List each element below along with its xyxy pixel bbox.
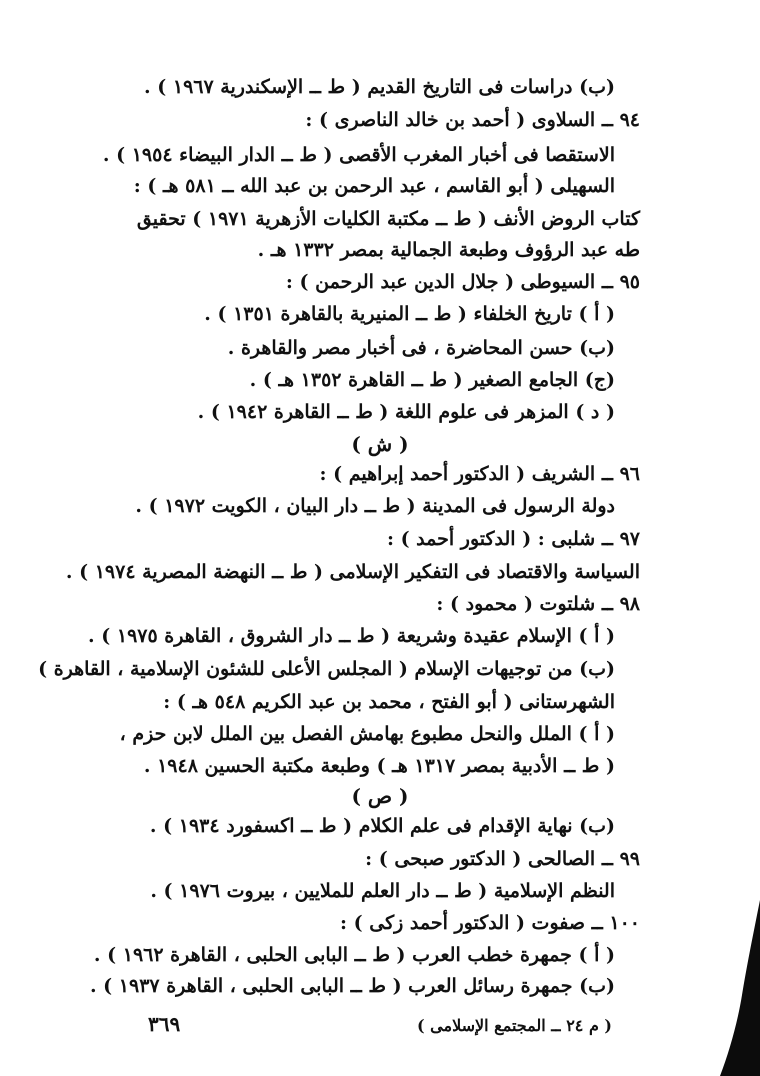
text-line: ( أ ) جمهرة خطب العرب ( ط ــ البابى الحلبى ، القاهرة ١٩٦٢ ) . <box>93 944 615 966</box>
text-line: ٩٦ ــ الشريف ( الدكتور أحمد إبراهيم ) : <box>319 463 640 485</box>
text-line: (ب) دراسات فى التاريخ القديم ( ط ــ الإسكندرية ١٩٦٧ ) . <box>144 76 615 98</box>
section-letter: ( ش ) <box>351 432 409 456</box>
text-line: الاستقصا فى أخبار المغرب الأقصى ( ط ــ الدار البيضاء ١٩٥٤ ) . <box>102 144 615 166</box>
page-edge-shadow <box>700 900 760 1076</box>
text-line: ٩٥ ــ السيوطى ( جلال الدين عبد الرحمن ) : <box>285 271 640 293</box>
text-line: ( أ ) الملل والنحل مطبوع بهامش الفصل بين الملل لابن حزم ، <box>119 723 615 745</box>
text-line: ( ط ــ الأدبية بمصر ١٣١٧ هـ ) وطبعة مكتبة الحسين ١٩٤٨ . <box>143 755 615 777</box>
text-line: السياسة والاقتصاد فى التفكير الإسلامى ( ط ــ النهضة المصرية ١٩٧٤ ) . <box>65 561 640 583</box>
footer-source: ( م ٢٤ ــ المجتمع الإسلامى ) <box>417 1016 612 1035</box>
text-line: (ب) نهاية الإقدام فى علم الكلام ( ط ــ اكسفورد ١٩٣٤ ) . <box>149 815 615 837</box>
text-line: السهيلى ( أبو القاسم ، عبد الرحمن بن عبد الله ــ ٥٨١ هـ ) : <box>133 175 615 197</box>
text-line: طه عبد الرؤوف وطبعة الجمالية بمصر ١٣٣٢ هـ . <box>257 239 640 261</box>
text-line: ١٠٠ ــ صفوت ( الدكتور أحمد زكى ) : <box>340 912 640 934</box>
text-line: ٩٤ ــ السلاوى ( أحمد بن خالد الناصرى ) : <box>305 109 640 131</box>
text-line: ٩٨ ــ شلتوت ( محمود ) : <box>436 593 640 615</box>
text-line: (ب) حسن المحاضرة ، فى أخبار مصر والقاهرة . <box>227 337 615 359</box>
text-line: كتاب الروض الأنف ( ط ــ مكتبة الكليات الأزهرية ١٩٧١ ) تحقيق <box>136 208 640 230</box>
text-line: (ب) من توجيهات الإسلام ( المجلس الأعلى للشئون الإسلامية ، القاهرة ) <box>38 658 615 680</box>
text-line: النظم الإسلامية ( ط ــ دار العلم للملايين ، بيروت ١٩٧٦ ) . <box>150 880 615 902</box>
text-line: ( د ) المزهر فى علوم اللغة ( ط ــ القاهرة ١٩٤٢ ) . <box>197 401 615 423</box>
text-line: ٩٩ ــ الصالحى ( الدكتور صبحى ) : <box>365 848 640 870</box>
text-line: ( أ ) الإسلام عقيدة وشريعة ( ط ــ دار الشروق ، القاهرة ١٩٧٥ ) . <box>88 625 615 647</box>
text-line: دولة الرسول فى المدينة ( ط ــ دار البيان ، الكويت ١٩٧٢ ) . <box>135 495 615 517</box>
text-line: (ج) الجامع الصغير ( ط ــ القاهرة ١٣٥٢ هـ ) . <box>249 369 615 391</box>
text-line: الشهرستانى ( أبو الفتح ، محمد بن عبد الكريم ٥٤٨ هـ ) : <box>163 691 615 713</box>
text-line: ٩٧ ــ شلبى : ( الدكتور أحمد ) : <box>386 528 640 550</box>
page-number: ٣٦٩ <box>148 1012 181 1036</box>
text-line: (ب) جمهرة رسائل العرب ( ط ــ البابى الحلبى ، القاهرة ١٩٣٧ ) . <box>89 975 615 997</box>
section-letter: ( ص ) <box>351 784 409 808</box>
text-line: ( أ ) تاريخ الخلفاء ( ط ــ المنيرية بالقاهرة ١٣٥١ ) . <box>204 303 615 325</box>
